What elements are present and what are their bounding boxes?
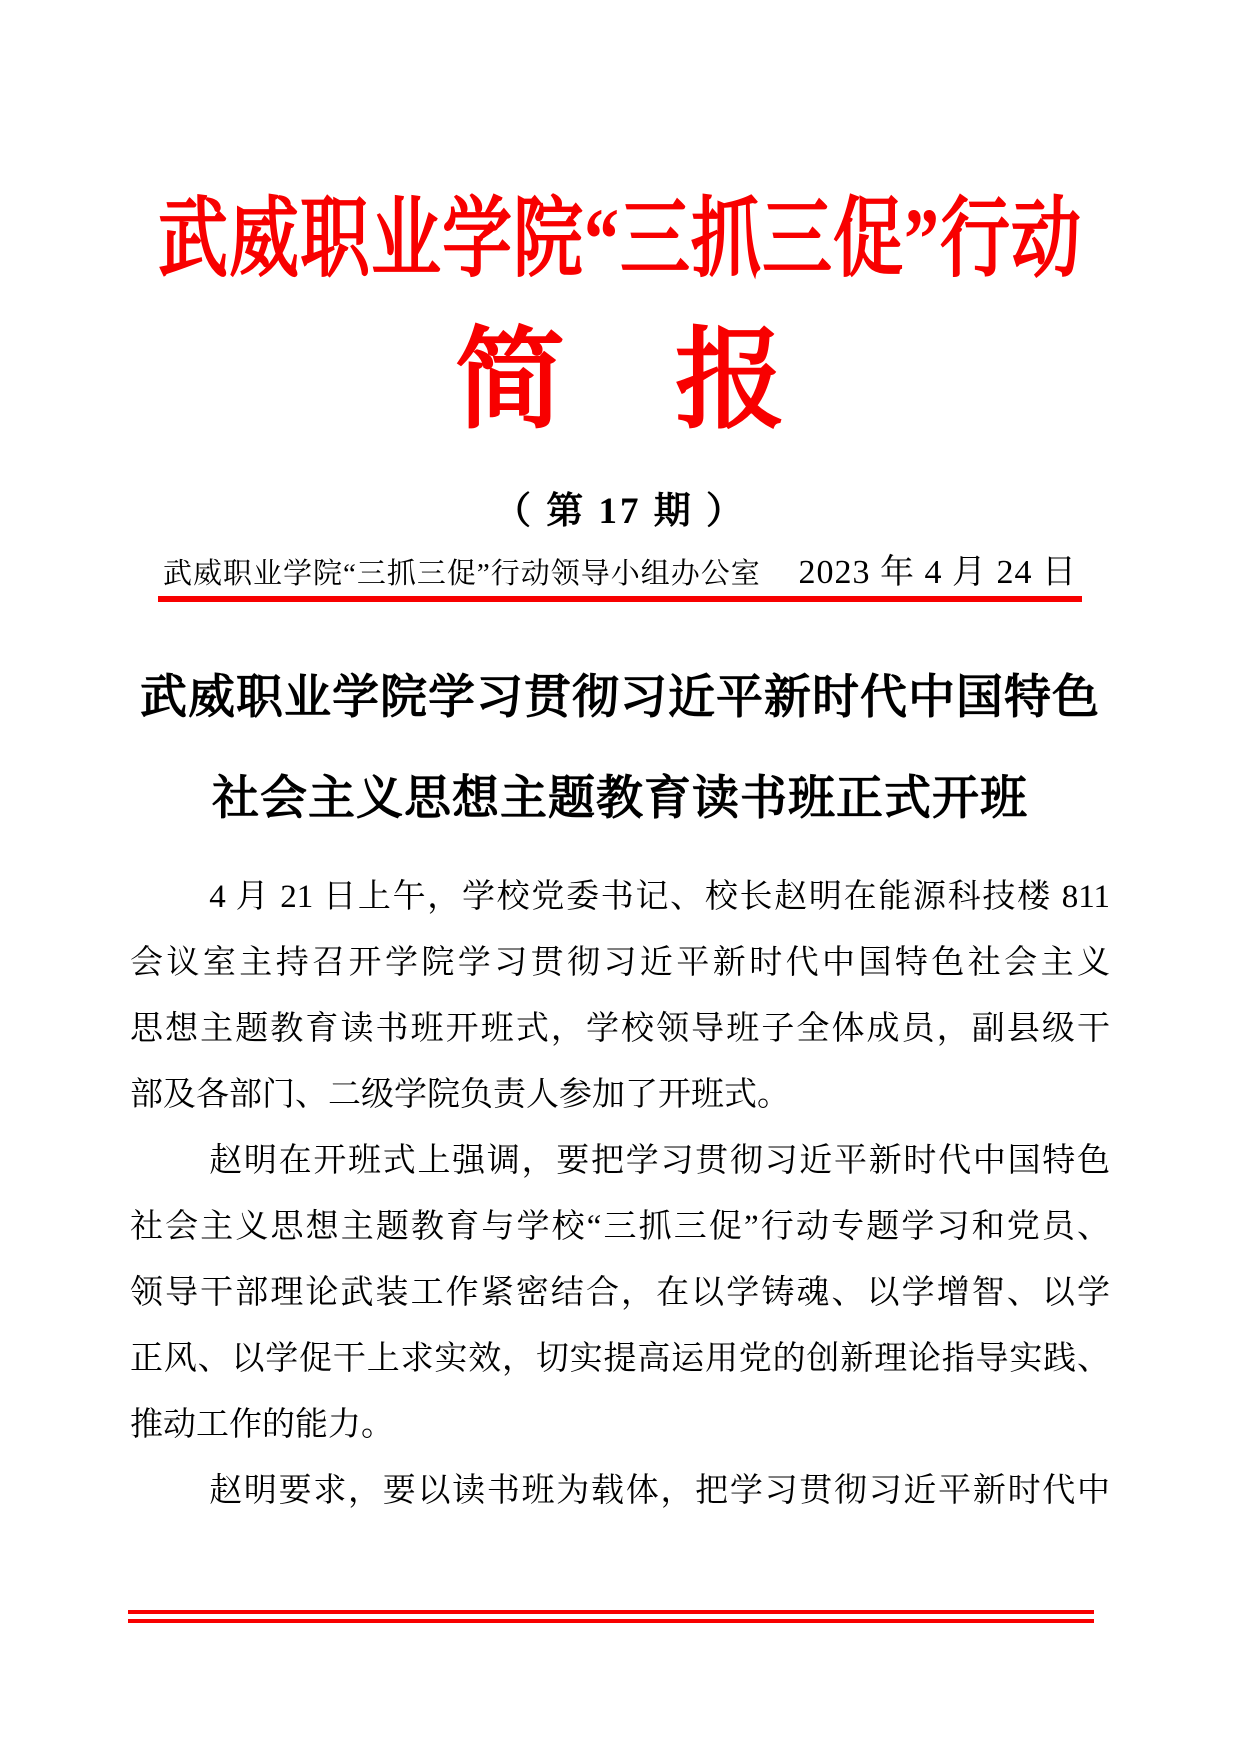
body-line: 部及各部门、二级学院负责人参加了开班式。 bbox=[130, 1077, 790, 1113]
article-title bbox=[130, 648, 1110, 850]
issue-date: 2023 年 4 月 24 日 bbox=[798, 554, 1077, 591]
publisher-name: 武威职业学院“三抓三促”行动领导小组办公室 bbox=[163, 558, 761, 590]
body-line: 推动工作的能力。 bbox=[130, 1407, 394, 1443]
body-line: 思想主题教育读书班开班式，学校领导班子全体成员，副县级干 bbox=[130, 1011, 1110, 1047]
masthead-org-action-title: 武威职业学院“三抓三促”行动 bbox=[158, 192, 1082, 289]
body-line: 正风、以学促干上求实效，切实提高运用党的创新理论指导实践、 bbox=[130, 1341, 1110, 1377]
footer-rule-bottom bbox=[128, 1619, 1094, 1623]
article-title-line1: 武威职业学院学习贯彻习近平新时代中国特色 bbox=[140, 672, 1100, 724]
header-rule bbox=[158, 596, 1082, 602]
issue-number: （ 第 17 期 ） bbox=[494, 491, 746, 532]
footer-rule-top bbox=[128, 1610, 1094, 1614]
body-line: 4 月 21 日上午，学校党委书记、校长赵明在能源科技楼 811 bbox=[209, 879, 1110, 915]
body-line: 赵明要求，要以读书班为载体，把学习贯彻习近平新时代中 bbox=[209, 1473, 1110, 1509]
masthead-bulletin-title: 简 报 bbox=[455, 320, 785, 442]
body-line: 赵明在开班式上强调，要把学习贯彻习近平新时代中国特色 bbox=[209, 1143, 1110, 1179]
publisher-row bbox=[130, 553, 1110, 594]
article-body bbox=[130, 864, 1110, 1524]
footer-double-rule bbox=[128, 1610, 1094, 1623]
body-line: 领导干部理论武装工作紧密结合，在以学铸魂、以学增智、以学 bbox=[130, 1275, 1110, 1311]
body-line: 会议室主持召开学院学习贯彻习近平新时代中国特色社会主义 bbox=[130, 945, 1110, 981]
body-line: 社会主义思想主题教育与学校“三抓三促”行动专题学习和党员、 bbox=[130, 1209, 1110, 1245]
article-title-line2: 社会主义思想主题教育读书班正式开班 bbox=[212, 773, 1028, 825]
